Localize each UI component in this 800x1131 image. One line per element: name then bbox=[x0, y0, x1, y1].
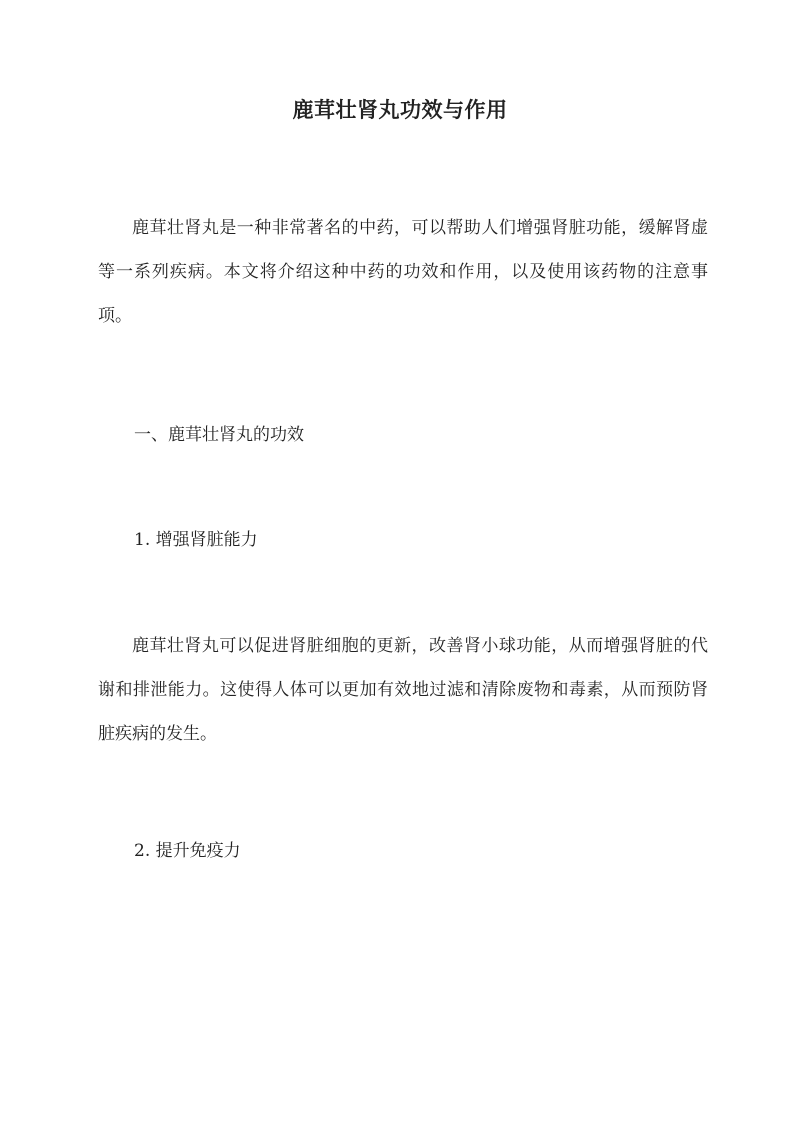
document-title: 鹿茸壮肾丸功效与作用 bbox=[292, 97, 508, 122]
item-heading-kidney: 1. 增强肾脏能力 bbox=[134, 530, 258, 550]
intro-paragraph: 鹿茸壮肾丸是一种非常著名的中药，可以帮助人们增强肾脏功能，缓解肾虚等一系列疾病。本文将介绍这种中药的功效和作用，以及使用该药物的注意事项。 bbox=[98, 218, 708, 326]
item-heading-immunity: 2. 提升免疫力 bbox=[134, 841, 241, 861]
section-heading-efficacy: 一、鹿茸壮肾丸的功效 bbox=[134, 425, 304, 445]
item-paragraph-kidney: 鹿茸壮肾丸可以促进肾脏细胞的更新，改善肾小球功能，从而增强肾脏的代谢和排泄能力。这使得人体可以更加有效地过滤和清除废物和毒素，从而预防肾脏疾病的发生。 bbox=[98, 636, 708, 744]
